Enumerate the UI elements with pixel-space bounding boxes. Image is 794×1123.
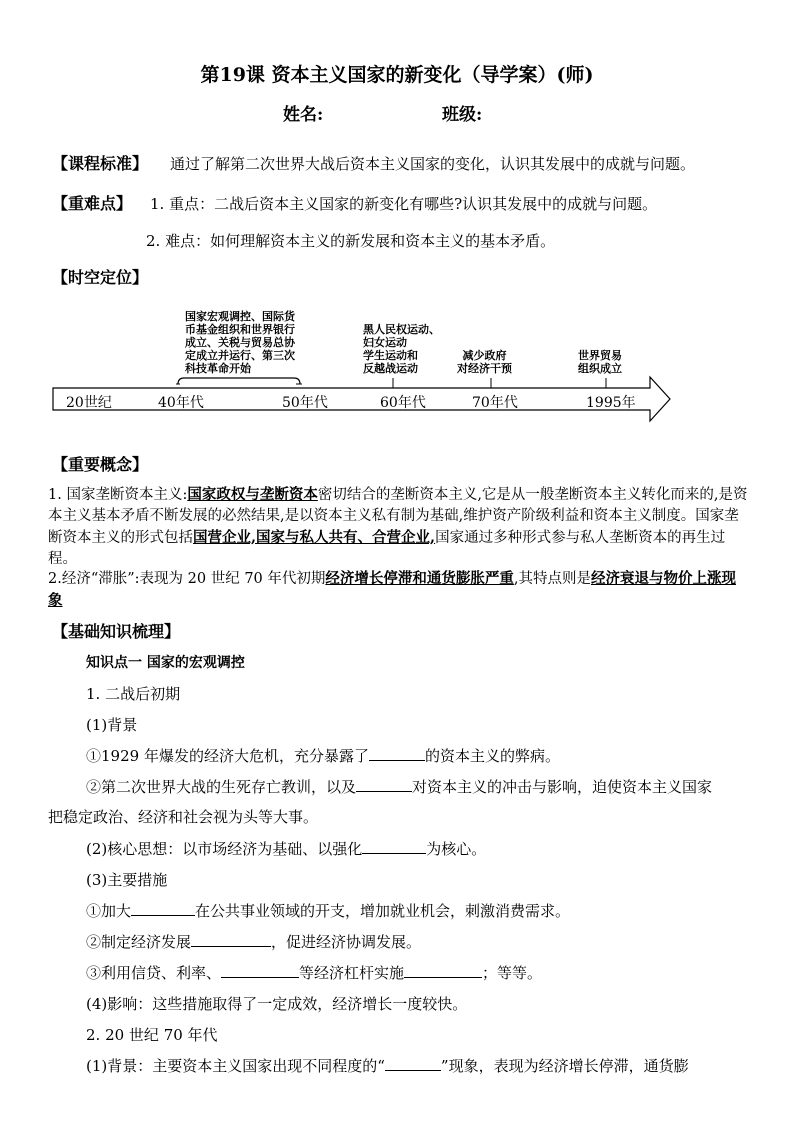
- key-point-2: 2. 难点：如何理解资本主义的新发展和资本主义的基本矛盾。: [146, 232, 556, 250]
- section-1-title: 1. 二战后初期: [86, 685, 181, 703]
- timeline-heading: 【时空定位】: [52, 268, 149, 287]
- section-2-title: 2. 20 世纪 70 年代: [86, 1026, 218, 1044]
- timeline-event-1: 国家宏观调控、国际货 币基金组织和世界银行 成立、关税与贸易总协 定成立并运行、第三次 科技革命开始: [185, 310, 295, 375]
- effect: (4)影响：这些措施取得了一定成效，经济增长一度较快。: [86, 995, 468, 1013]
- fill-blank[interactable]: [356, 776, 412, 792]
- background-item-2: ②第二次世界大战的生死存亡教训，以及 对资本主义的冲击与影响，迫使资本主义国家: [86, 778, 713, 796]
- class-label: 班级:: [442, 105, 483, 125]
- name-label: 姓名:: [283, 105, 324, 125]
- tick-label: 50年代: [282, 395, 328, 411]
- fill-blank[interactable]: [385, 1055, 441, 1071]
- concept-2: 2.经济“滞胀”:表现为 20 世纪 70 年代初期经济增长停滞和通货膨胀严重,其特点则是经济衰退与物价上涨现象: [48, 570, 736, 609]
- fill-blank[interactable]: [131, 900, 195, 916]
- tick-label: 60年代: [380, 395, 426, 411]
- measures-label: (3)主要措施: [86, 871, 168, 889]
- timeline-event-4: 世界贸易 组织成立: [578, 349, 622, 375]
- key-point-1: 1. 重点：二战后资本主义国家的新变化有哪些?认识其发展中的成就与问题。: [150, 195, 658, 213]
- tick-label: 20世纪: [66, 395, 112, 411]
- timeline-event-2: 黑人民权运动、 妇女运动 学生运动和 反越战运动: [363, 323, 440, 375]
- background-item-1: ①1929 年爆发的经济大危机，充分暴露了 的资本主义的弊病。: [86, 747, 560, 765]
- timeline-event-3: 减少政府 对经济干预: [457, 349, 512, 375]
- background-label: (1)背景: [86, 716, 138, 734]
- measure-1: ①加大 在公共事业领域的开支，增加就业机会，刺激消费需求。: [86, 902, 571, 920]
- standard-text: 通过了解第二次世界大战后资本主义国家的变化，认识其发展中的成就与问题。: [170, 155, 696, 173]
- basics-heading: 【基础知识梳理】: [52, 622, 181, 641]
- page-title: 第19课 资本主义国家的新变化（导学案）(师): [200, 64, 594, 86]
- fill-blank[interactable]: [404, 962, 482, 978]
- fill-blank[interactable]: [221, 962, 299, 978]
- tick-label: 40年代: [158, 395, 204, 411]
- standard-heading: 【课程标准】: [52, 154, 149, 173]
- background-item-2-cont: 把稳定政治、经济和社会视为头等大事。: [48, 808, 319, 826]
- knowledge-point-1: 知识点一 国家的宏观调控: [86, 655, 245, 671]
- concept-1: 1. 国家垄断资本主义:国家政权与垄断资本密切结合的垄断资本主义,它是从一般垄断资本主义转化而来的,是资本主义基本矛盾不断发展的必然结果,是以资本主义私有制为基础,维护资产阶级利益和资本主义制度。国家垄断资本主义的形式包括国营企业,国家与私人共有、合营企业,国家通过多种形式参与私人垄断资本的再生过程。: [48, 486, 748, 567]
- tick-label: 1995年: [586, 395, 636, 411]
- fill-blank[interactable]: [191, 931, 271, 947]
- concepts-heading: 【重要概念】: [52, 455, 149, 474]
- measure-2: ②制定经济发展 ，促进经济协调发展。: [86, 933, 422, 951]
- fill-blank[interactable]: [362, 838, 426, 854]
- key-points-heading: 【重难点】: [52, 194, 133, 213]
- fill-blank[interactable]: [369, 745, 425, 761]
- section-2-background: (1)背景：主要资本主义国家出现不同程度的“ ”现象，表现为经济增长停滞，通货膨: [86, 1057, 689, 1075]
- timeline: [50, 300, 690, 430]
- tick-label: 70年代: [472, 395, 518, 411]
- measure-3: ③利用信贷、利率、 等经济杠杆实施 ；等等。: [86, 964, 543, 982]
- core-idea: (2)核心思想：以市场经济为基础、以强化 为核心。: [86, 840, 487, 858]
